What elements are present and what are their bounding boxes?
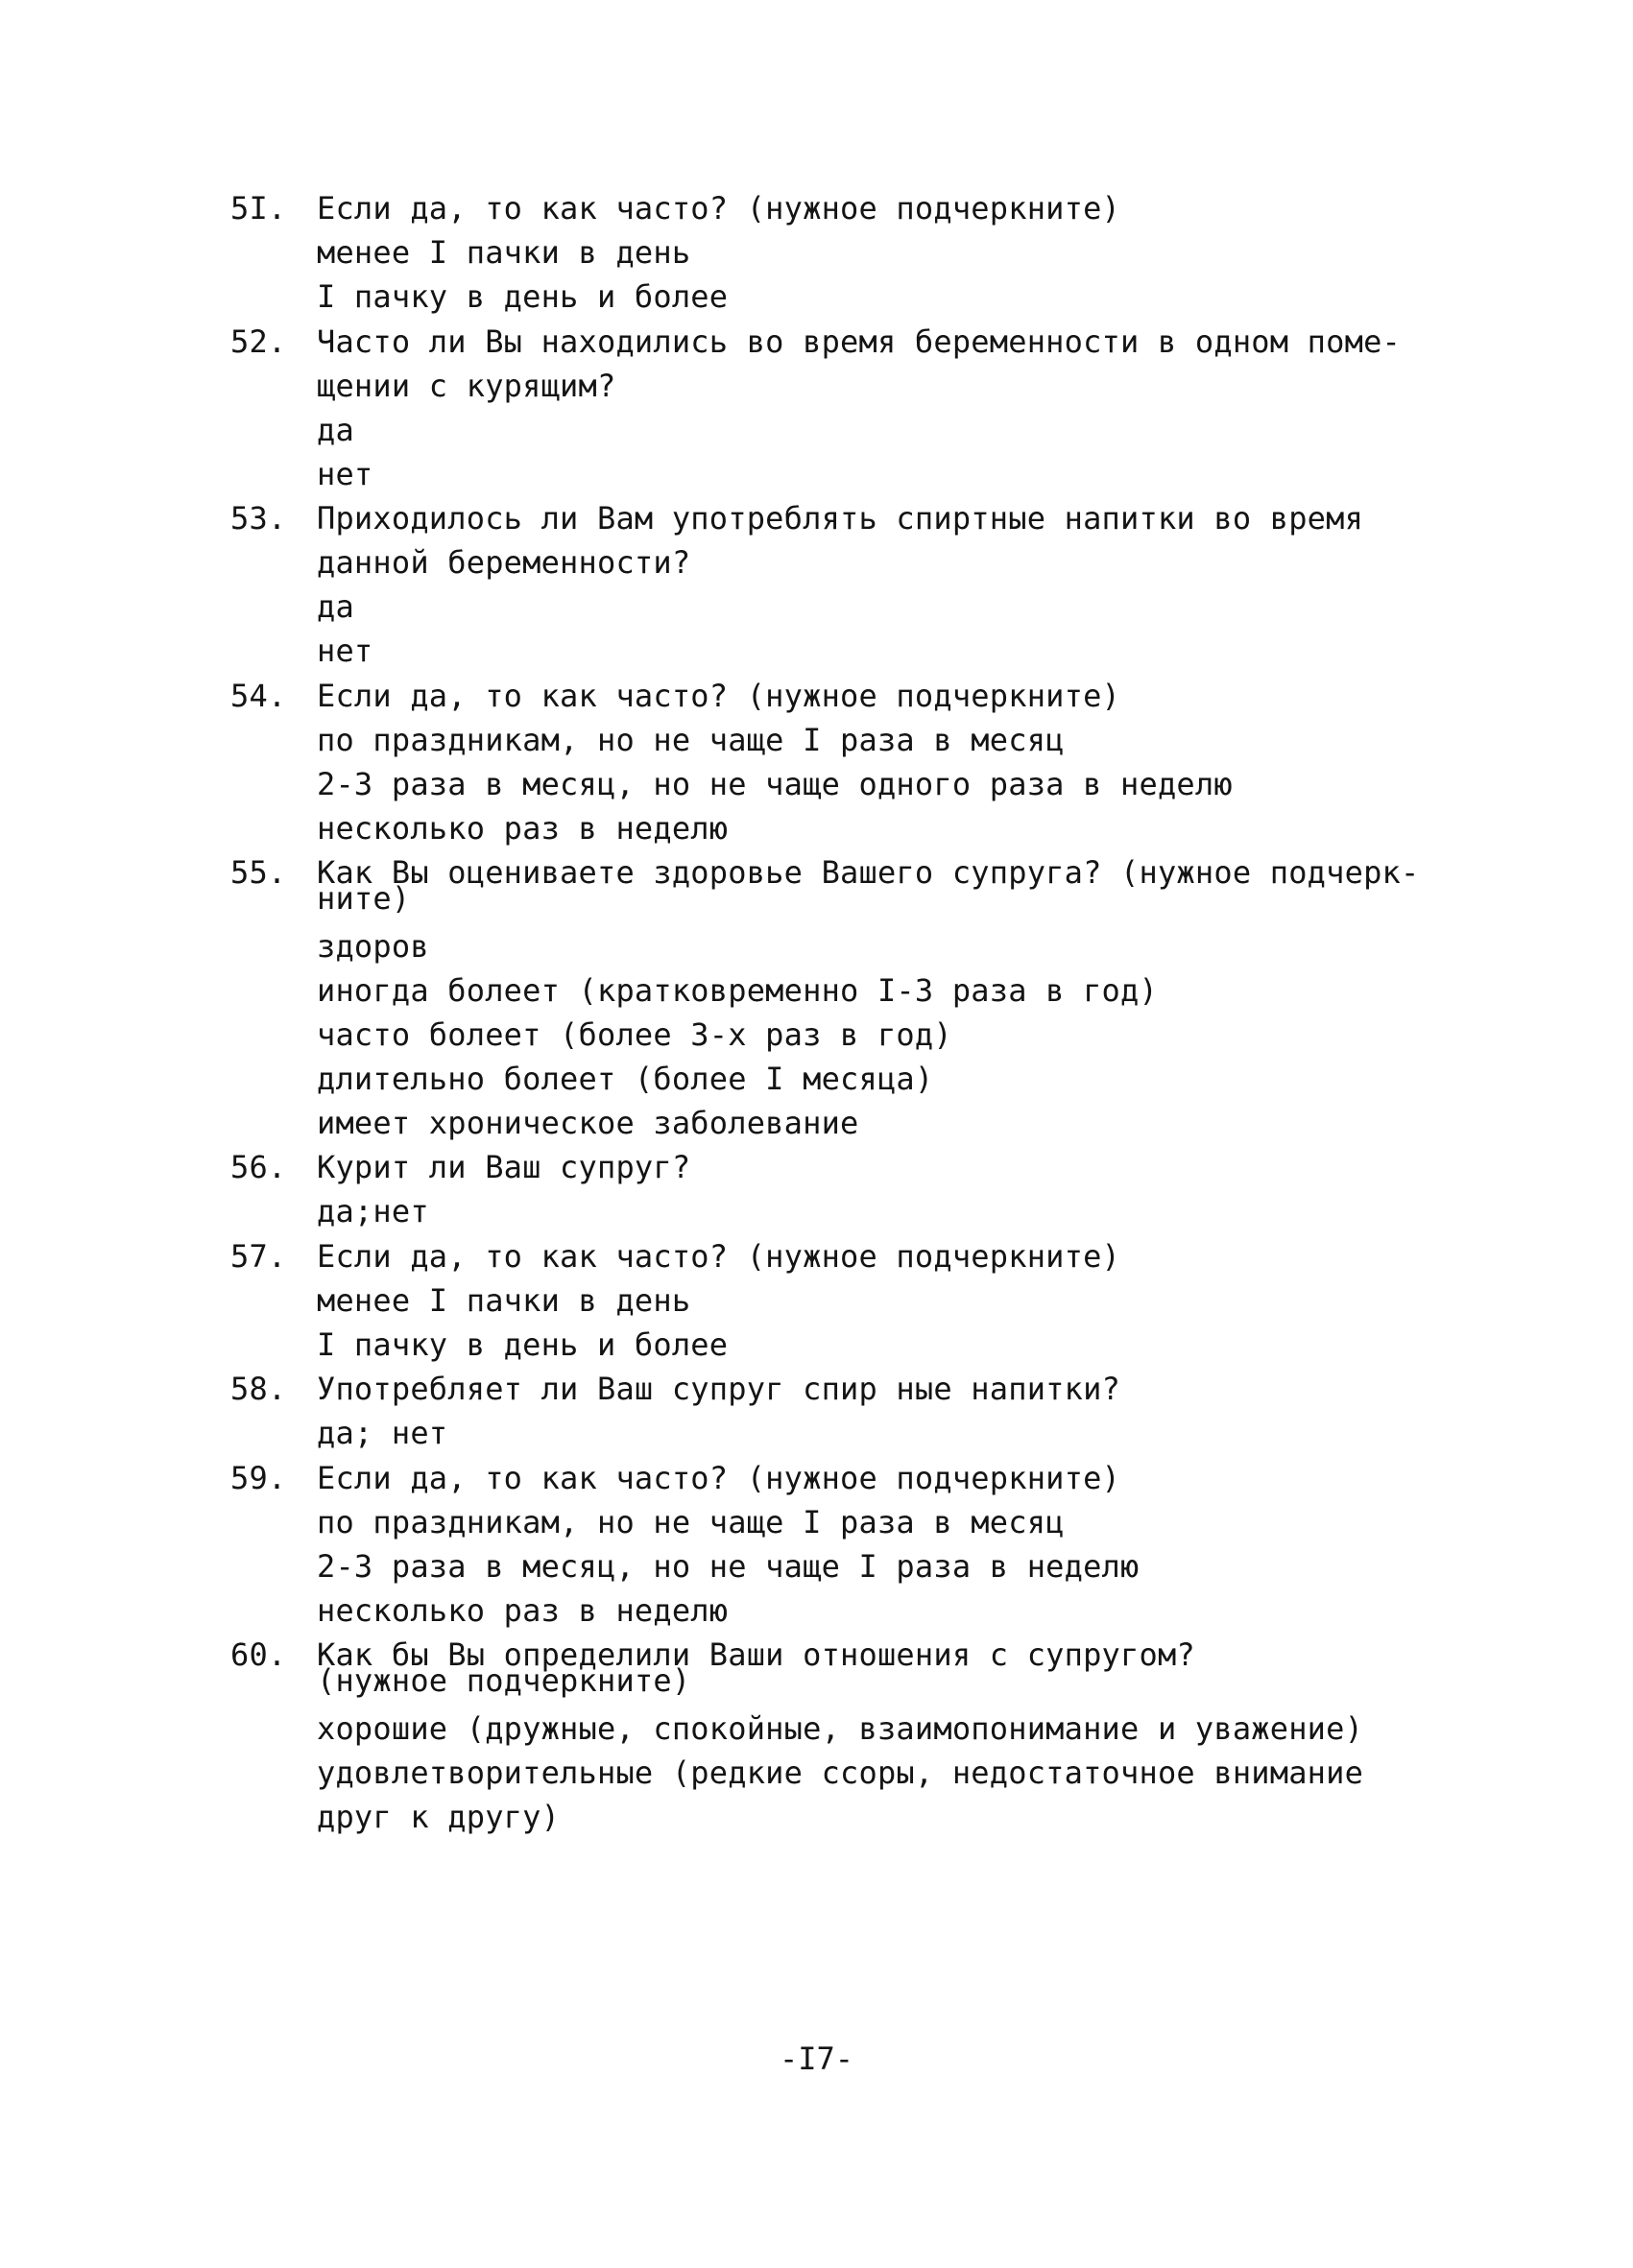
question-text: Часто ли Вы находились во время беременности в одном поме- [317,323,1402,360]
question-number: 53. [230,500,287,537]
answer-option: несколько раз в неделю [317,810,729,847]
question-number: 60. [230,1636,287,1673]
answer-option: нет [317,633,373,669]
question-text: Употребляет ли Ваш супруг спир ные напитки? [317,1371,1121,1407]
answer-option: хорошие (дружные, спокойные, взаимопонимание и уважение) [317,1710,1364,1747]
answer-option: 2-3 раза в месяц, но не чаще I раза в неделю [317,1548,1140,1585]
question-text: Приходилось ли Вам употреблять спиртные напитки во время [317,500,1364,537]
question-text: Как бы Вы определили Ваши отношения с супругом? [317,1636,1195,1673]
question-text: Курит ли Ваш супруг? [317,1149,691,1185]
answer-option: менее I пачки в день [317,234,691,271]
question-number: 52. [230,323,287,360]
page-number: -I7- [779,2041,854,2077]
answer-option: да [317,588,354,625]
question-text: ните) [317,880,411,917]
question-text: щении с курящим? [317,368,616,404]
answer-option: I пачку в день и более [317,1326,729,1363]
answer-option: часто болеет (более 3-х раз в год) [317,1016,952,1053]
question-number: 54. [230,678,287,714]
answer-option: иногда болеет (кратковременно I-3 раза в год) [317,972,1158,1009]
answer-option: нет [317,456,373,492]
question-number: 5I. [230,190,287,227]
answer-option: друг к другу) [317,1799,561,1835]
question-text: (нужное подчеркните) [317,1662,691,1699]
question-number: 56. [230,1149,287,1185]
question-number: 59. [230,1460,287,1496]
answer-option: да;нет [317,1193,429,1229]
answer-option: здоров [317,928,429,965]
answer-option: 2-3 раза в месяц, но не чаще одного раза в неделю [317,766,1233,802]
answer-option: менее I пачки в день [317,1282,691,1319]
answer-option: имеет хроническое заболевание [317,1105,859,1141]
answer-option: несколько раз в неделю [317,1592,729,1629]
answer-option: да; нет [317,1415,448,1451]
answer-option: длительно болеет (более I месяца) [317,1061,934,1097]
answer-option: да [317,412,354,448]
question-text: Как Вы оцениваете здоровье Вашего супруга? (нужное подчерк- [317,854,1420,891]
question-text: Если да, то как часто? (нужное подчеркните) [317,190,1121,227]
question-text: Если да, то как часто? (нужное подчеркните) [317,678,1121,714]
question-text: данной беременности? [317,544,691,581]
question-number: 55. [230,854,287,891]
question-number: 58. [230,1371,287,1407]
question-text: Если да, то как часто? (нужное подчеркните) [317,1238,1121,1275]
answer-option: удовлетворительные (редкие ссоры, недостаточное внимание [317,1755,1364,1791]
question-text: Если да, то как часто? (нужное подчеркните) [317,1460,1121,1496]
answer-option: по праздникам, но не чаще I раза в месяц [317,722,1065,758]
question-number: 57. [230,1238,287,1275]
answer-option: по праздникам, но не чаще I раза в месяц [317,1504,1065,1540]
answer-option: I пачку в день и более [317,278,729,315]
